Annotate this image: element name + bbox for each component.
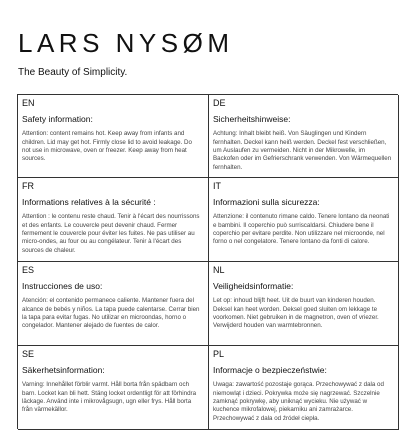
language-code: FR	[22, 181, 34, 191]
section-body: Atención: el contenido permanece caliente. Mantener fuera del alcance de bebés y niños. La tapa puede calentarse. Cerrar bien la tapa para evitar fugas. No utilizar en microondas, horno o congelador. Mantener alejado de fuentes de calor.	[22, 297, 200, 330]
language-code: IT	[213, 181, 221, 191]
safety-cell-en	[18, 95, 209, 178]
section-heading: Informacje o bezpieczeństwie:	[213, 365, 327, 375]
language-code: ES	[22, 265, 35, 275]
language-code: SE	[22, 349, 35, 359]
language-code: NL	[213, 265, 225, 275]
section-body: Attention: content remains hot. Keep away from infants and children. Lid may get hot. Firmly close lid to avoid leakage. Do not use in microwave, oven or freezer. Keep away from heat sources.	[22, 130, 192, 163]
brand-logo: LARS NYSØM	[18, 28, 234, 58]
section-body: Achtung: Inhalt bleibt heiß. Von Säuglingen und Kindern fernhalten. Deckel kann heiß werden. Deckel fest verschließen, um Auslaufen zu vermeiden. Nicht in der Mikrowelle, im Backofen oder im Gefrierschrank verwenden. Von Wärmequellen fernhalten.	[213, 130, 392, 171]
brand-tagline: The Beauty of Simplicity.	[18, 67, 128, 78]
section-heading: Informations relatives à la sécurité :	[22, 197, 156, 207]
section-body: Uwaga: zawartość pozostaje gorąca. Przechowywać z dala od niemowląt i dzieci. Pokrywka może się nagrzewać. Szczelnie zamknąć pokrywkę, aby uniknąć wycieku. Nie używać w kuchence mikrofalowej, piekarniku ani zamrażarce. Przechowywać z dala od źródeł ciepła.	[213, 381, 384, 422]
safety-cell-fr	[18, 178, 209, 262]
language-code: PL	[213, 349, 225, 359]
section-heading: Safety information:	[22, 114, 93, 124]
section-body: Varning: Innehållet förblir varmt. Håll borta från spädbarn och barn. Locket kan bli hett. Stäng locket ordentligt för att förhindra läckage. Använd inte i mikrovågsugn, ugn eller frys. Håll borta från värmekällor.	[22, 381, 197, 414]
safety-cell-nl	[209, 262, 399, 346]
language-code: EN	[22, 98, 35, 108]
section-heading: Informazioni sulla sicurezza:	[213, 197, 320, 207]
section-body: Attention : le contenu reste chaud. Tenir à l'écart des nourrissons et des enfants. Le couvercle peut devenir chaud. Fermer fermement le couvercle pour éviter les fuites. Ne pas utiliser au micro-ondes, au four ou au congélateur. Tenir à l'écart des sources de chaleur.	[22, 213, 200, 254]
safety-cell-it	[209, 178, 399, 262]
safety-cell-se	[18, 346, 209, 430]
section-heading: Säkerhetsinformation:	[22, 365, 105, 375]
safety-cell-es	[18, 262, 209, 346]
section-heading: Instrucciones de uso:	[22, 281, 103, 291]
safety-cell-pl	[209, 346, 399, 430]
section-heading: Sicherheitshinweise:	[213, 114, 291, 124]
safety-cell-de	[209, 95, 399, 178]
section-body: Let op: inhoud blijft heet. Uit de buurt van kinderen houden. Deksel kan heet worden. Deksel goed sluiten om lekkage te voorkomen. Niet gebruiken in de magnetron, oven of vriezer. Verwijderd houden van warmtebronnen.	[213, 297, 379, 330]
safety-info-grid	[17, 94, 398, 429]
language-code: DE	[213, 98, 226, 108]
section-heading: Veiligheidsinformatie:	[213, 281, 294, 291]
section-body: Attenzione: il contenuto rimane caldo. Tenere lontano da neonati e bambini. Il coperchio può surriscaldarsi. Chiudere bene il coperchio per evitare perdite. Non utilizzare nel microonde, nel forno o nel congelatore. Tenere lontano da fonti di calore.	[213, 213, 390, 246]
